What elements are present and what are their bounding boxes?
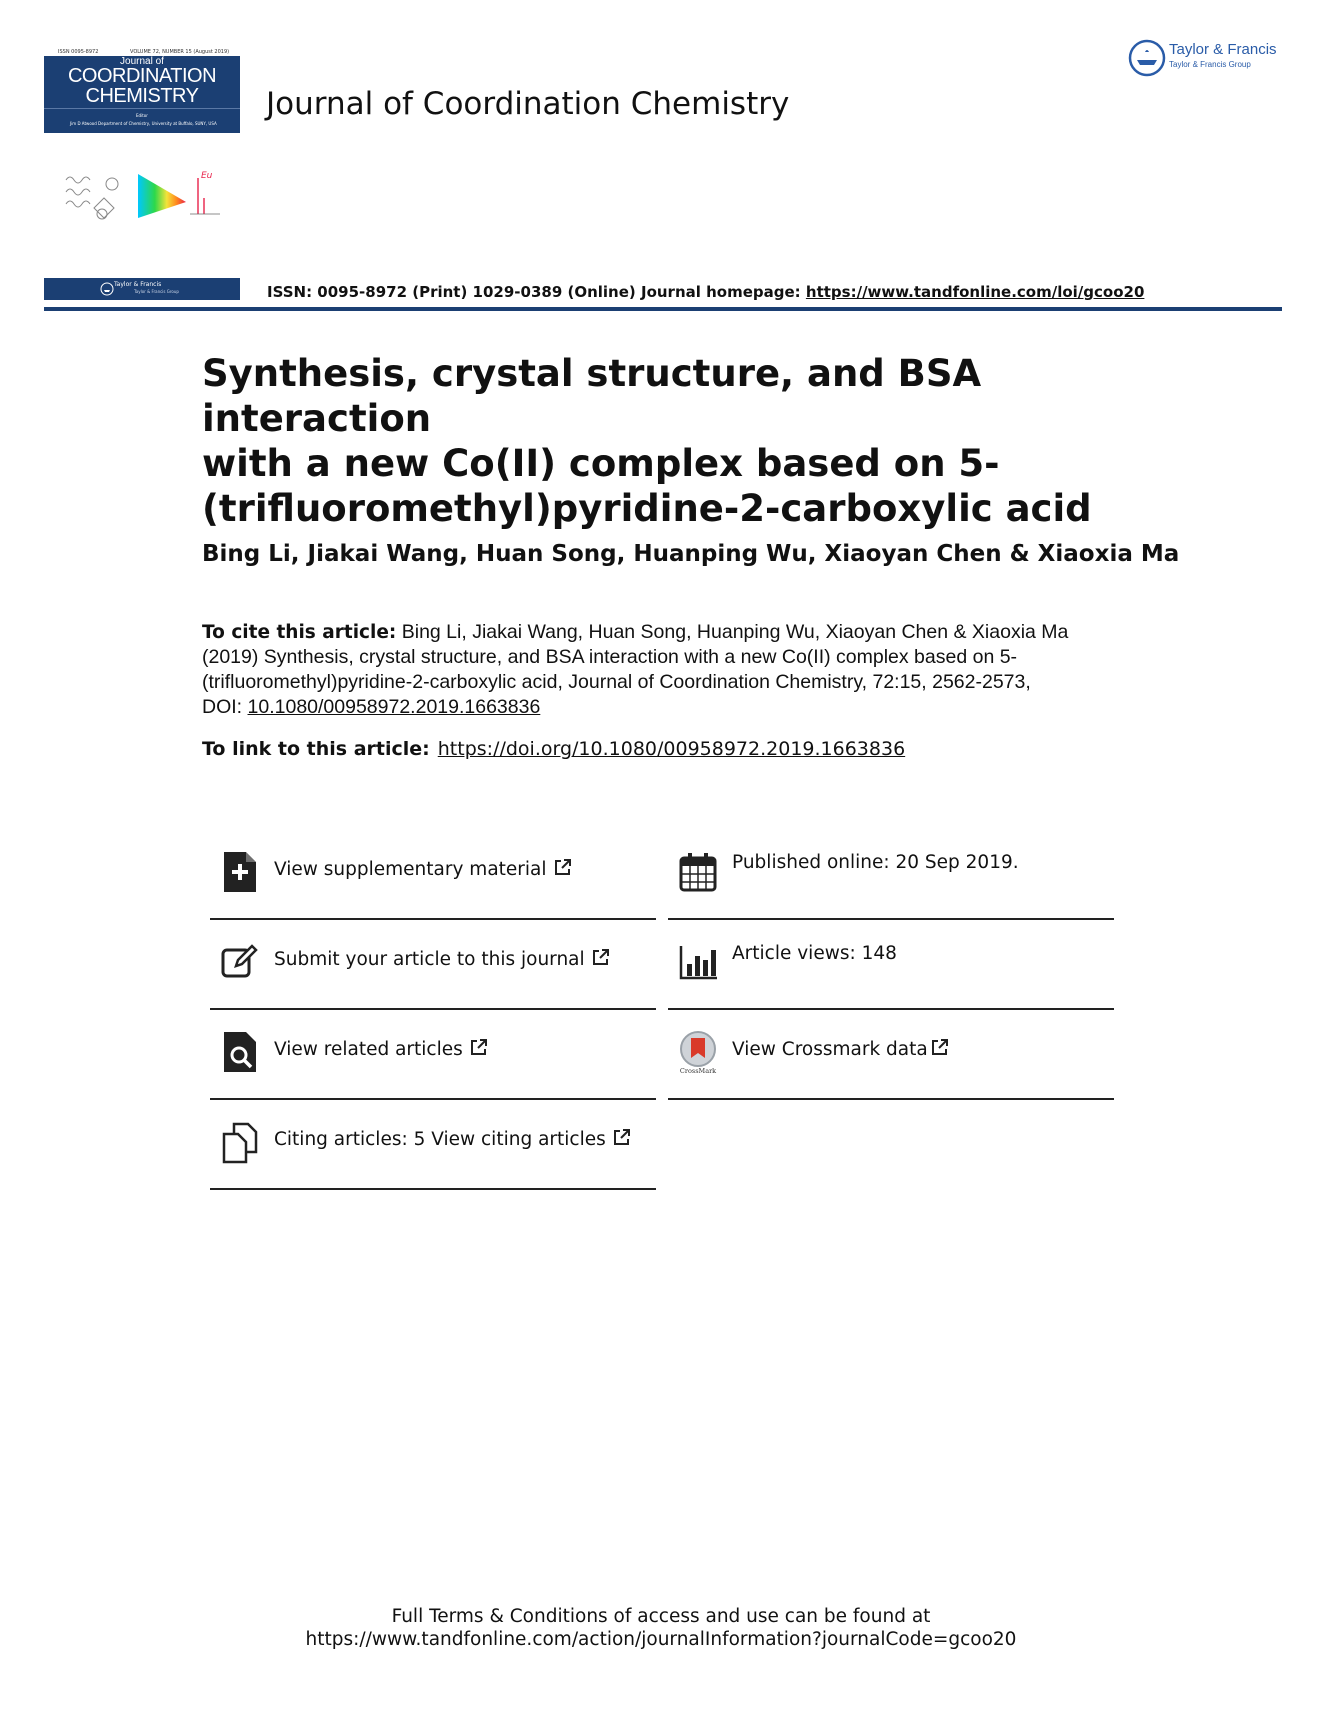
journal-cover [44, 48, 240, 132]
citation-line2: (2019) Synthesis, crystal structure, and BSA interaction with a new Co(II) complex based on 5- [202, 646, 1018, 668]
cover-bottom-band [44, 278, 240, 300]
article-title-line3: (trifluoromethyl)pyridine-2-carboxylic acid [202, 487, 1092, 530]
citation-label: To cite this article: [202, 622, 397, 643]
cover-top-strip [44, 48, 240, 56]
citing-articles-link[interactable]: Citing articles: 5 View citing articles [274, 1129, 606, 1150]
footer-terms-text: Full Terms & Conditions of access and use can be found at [391, 1606, 931, 1627]
cover-title [44, 66, 240, 106]
supplementary-material-link[interactable]: View supplementary material [274, 859, 547, 880]
related-articles-link[interactable]: View related articles [274, 1039, 463, 1060]
cover-issn: ISSN 0095-8972 [58, 49, 99, 55]
citation-doi-link[interactable]: 10.1080/00958972.2019.1663836 [247, 696, 541, 718]
cover-volume: VOLUME 72, NUMBER 15 (August 2019) [130, 49, 230, 55]
article-title-line2: with a new Co(II) complex based on 5- [202, 442, 1000, 485]
band-logo-icon [100, 282, 114, 296]
external-link-icon [930, 1037, 950, 1057]
cover-art-waves [66, 177, 118, 219]
citing-articles-item[interactable] [210, 1100, 656, 1190]
cover-journal-of: Journal of [120, 56, 164, 67]
article-views-item [668, 920, 1114, 1010]
cell-divider [668, 1098, 1114, 1100]
crossmark-caption: CrossMark [679, 1067, 717, 1074]
citation-doi-prefix: DOI: [202, 696, 248, 718]
submit-article-link[interactable]: Submit your article to this journal [274, 949, 585, 970]
cover-editor-name: Jim D Atwood Department of Chemistry, University at Buffalo, SUNY, USA [70, 121, 217, 126]
tf-logo-lamp-icon [1137, 60, 1157, 65]
edit-icon [220, 940, 260, 984]
cover-editor-strip [44, 108, 240, 133]
article-doi-url-link[interactable]: https://doi.org/10.1080/00958972.2019.1663836 [437, 738, 906, 760]
band-sublabel: Taylor & Francis Group [134, 289, 179, 294]
journal-homepage-link[interactable]: https://www.tandfonline.com/loi/gcoo20 [805, 283, 1145, 301]
cover-art-illustration [64, 168, 224, 236]
article-views-text: Article views: 148 [732, 943, 897, 964]
issn-text: ISSN: 0095-8972 (Print) 1029-0389 (Online) Journal homepage: [267, 283, 806, 301]
citation-line3: (trifluoromethyl)pyridine-2-carboxylic acid, Journal of Coordination Chemistry, 72:15, 2562-2573, [202, 671, 1031, 693]
issn-line [267, 283, 1144, 301]
article-title [202, 351, 1122, 531]
bar-chart-icon [678, 940, 718, 984]
header-rule [44, 307, 1282, 311]
tf-logo-ring-icon [1130, 41, 1164, 75]
copy-documents-icon [220, 1120, 260, 1164]
journal-name: Journal of Coordination Chemistry [266, 86, 790, 122]
published-online-item [668, 830, 1114, 920]
crossmark-link[interactable]: View Crossmark data [732, 1039, 928, 1060]
article-link-label: To link to this article: [202, 738, 430, 760]
cover-title-line1: COORDINATION [67, 65, 217, 87]
article-link-line [202, 738, 905, 760]
supplementary-material-item[interactable] [210, 830, 656, 920]
article-title-line1: Synthesis, crystal structure, and BSA interaction [202, 352, 982, 440]
publisher-group: Taylor & Francis Group [1169, 60, 1251, 69]
cover-title-line2: CHEMISTRY [85, 85, 199, 107]
footer-terms-url[interactable]: https://www.tandfonline.com/action/journalInformation?journalCode=gcoo20 [305, 1629, 1017, 1650]
search-document-icon [220, 1030, 260, 1074]
external-link-icon [591, 947, 611, 967]
crossmark-icon [678, 1030, 718, 1074]
cover-art-peaks [190, 178, 220, 214]
file-plus-icon [220, 850, 260, 894]
crossmark-item[interactable] [668, 1010, 1114, 1100]
cover-art-eu-label: Eu [201, 171, 213, 181]
submit-article-item[interactable] [210, 920, 656, 1010]
citation-block [202, 620, 1122, 720]
external-link-icon [553, 857, 573, 877]
cover-art-gamut [138, 174, 186, 218]
cell-divider [210, 1188, 656, 1190]
cover-editor-label: Editor [136, 113, 148, 118]
external-link-icon [612, 1127, 632, 1147]
publisher-name: Taylor & Francis [1169, 41, 1277, 58]
article-authors: Bing Li, Jiakai Wang, Huan Song, Huanping Wu, Xiaoyan Chen & Xiaoxia Ma [202, 541, 1180, 567]
citation-line1: Bing Li, Jiakai Wang, Huan Song, Huanping Wu, Xiaoyan Chen & Xiaoxia Ma [401, 621, 1069, 643]
related-articles-item[interactable] [210, 1010, 656, 1100]
band-label: Taylor & Francis [114, 281, 162, 288]
calendar-icon [678, 850, 718, 894]
published-online-text: Published online: 20 Sep 2019. [732, 852, 1019, 873]
footer [0, 1605, 1322, 1651]
external-link-icon [469, 1037, 489, 1057]
